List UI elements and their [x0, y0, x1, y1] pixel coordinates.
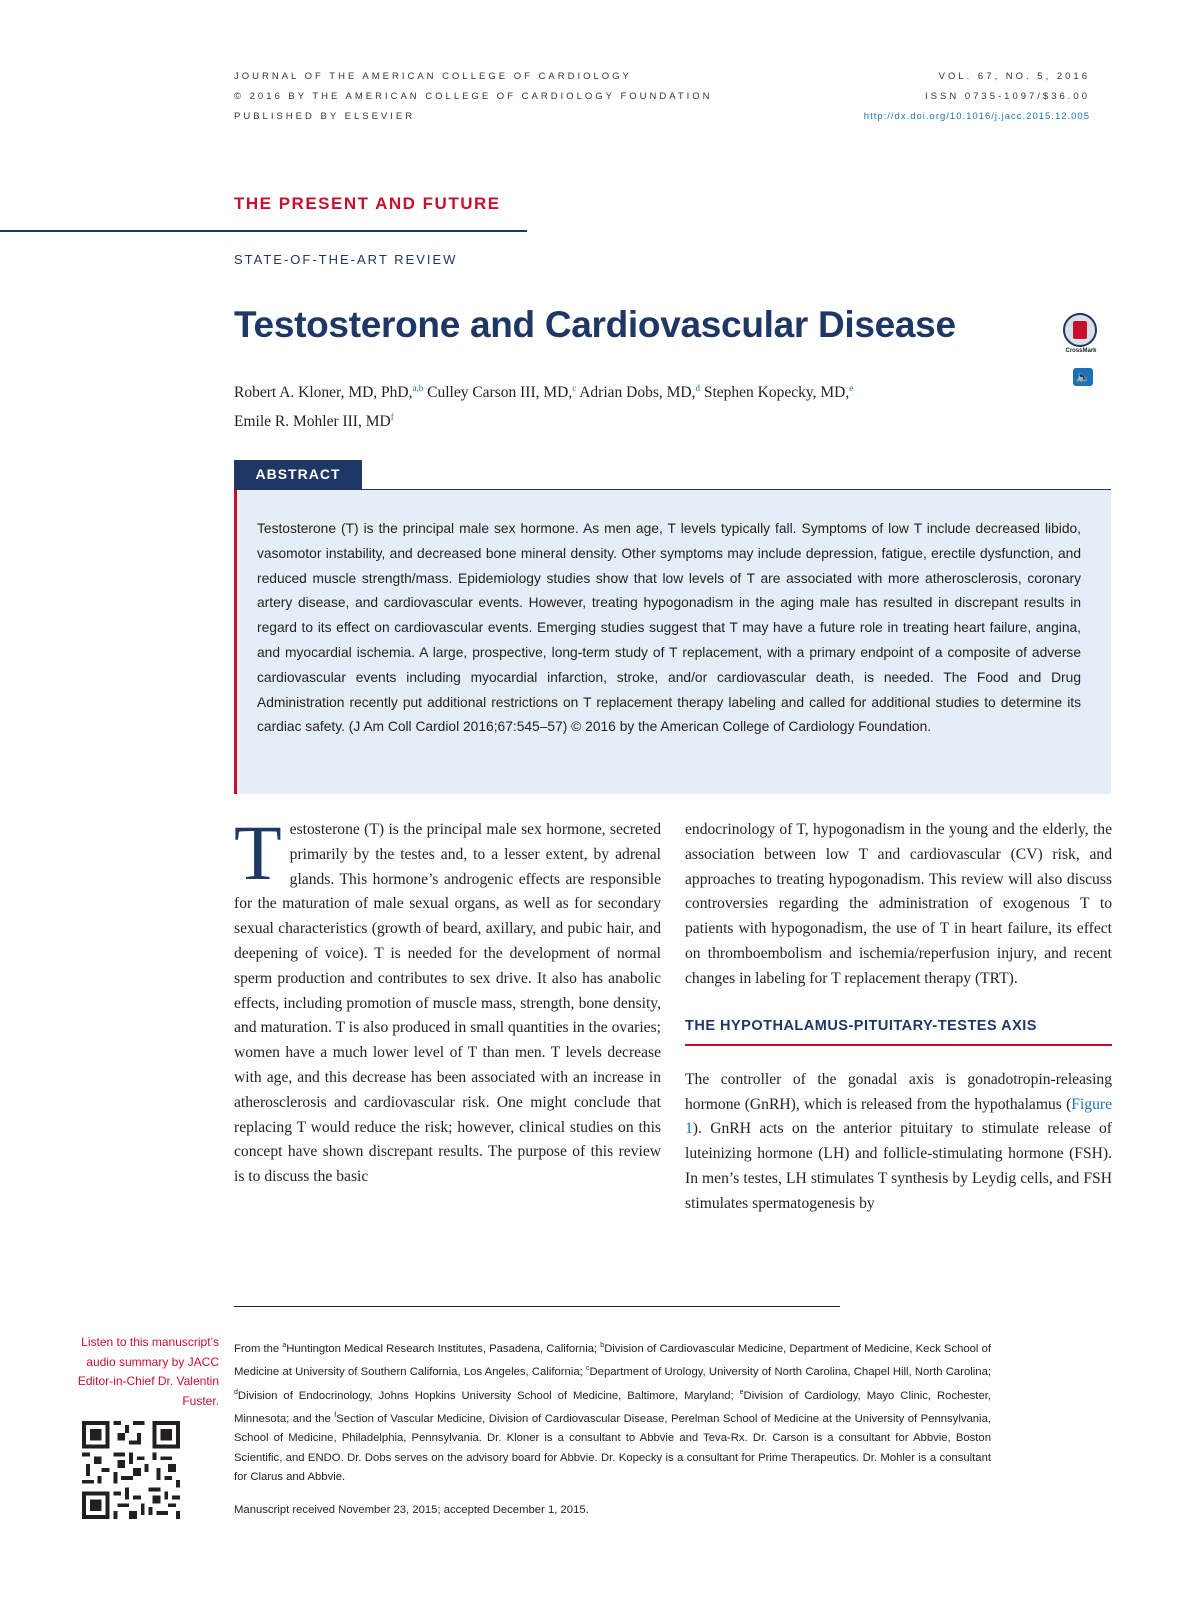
author-name: Culley Carson III, MD,: [423, 384, 573, 402]
author-name: Robert A. Kloner, MD, PhD,: [234, 384, 413, 402]
body-paragraph: endocrinology of T, hypogonadism in the young and the elderly, the association between low T and cardiovascular (CV) risk, and approaches to treating hypogonadism. This review will also discuss controversies regarding the administration of exogenous T to patients with hypogonadism, the use of T in heart failure, its effect on thromboembolism and ischemia/reperfusion injury, and recent changes in labeling for T replacement therapy (TRT).: [685, 821, 1112, 987]
author-name: Adrian Dobs, MD,: [576, 384, 696, 402]
affiliation-mark: a: [282, 1342, 287, 1349]
journal-copyright: © 2016 BY THE AMERICAN COLLEGE OF CARDIOLOGY FOUNDATION: [234, 91, 713, 102]
author-affiliation-mark[interactable]: e: [849, 383, 854, 393]
footnote-text: Department of Urology, University of North Carolina, Chapel Hill, North Carolina;: [589, 1366, 991, 1379]
body-column-left: [234, 809, 661, 1190]
audio-speaker-icon[interactable]: 🔈: [1073, 368, 1093, 386]
manuscript-received-date: Manuscript received November 23, 2015; accepted December 1, 2015.: [234, 1504, 589, 1516]
affiliation-mark: f: [334, 1411, 337, 1419]
affiliations-text: [234, 1336, 991, 1488]
body-text: The controller of the gonadal axis is gonadotropin-releasing hormone (GnRH), which is released from the hypothalamus (: [685, 1070, 1112, 1113]
affiliation-mark: c: [586, 1365, 590, 1373]
footnote-divider: [234, 1306, 840, 1307]
article-title: Testosterone and Cardiovascular Disease: [234, 304, 956, 345]
author-name: Stephen Kopecky, MD,: [699, 384, 850, 402]
journal-name: JOURNAL OF THE AMERICAN COLLEGE OF CARDIOLOGY: [234, 71, 632, 82]
journal-header: [234, 67, 713, 127]
doi-link[interactable]: http://dx.doi.org/10.1016/j.jacc.2015.12.005: [863, 111, 1090, 122]
journal-issue-info: [864, 67, 1090, 127]
body-paragraph: [685, 1068, 1112, 1217]
affiliation-mark: e: [739, 1388, 744, 1396]
body-column-right: [685, 818, 1112, 1217]
body-text: ). GnRH acts on the anterior pituitary to stimulate release of luteinizing hormone (LH) and follicle-stimulating hormone (FSH). In men’s testes, LH stimulates T synthesis by Leydig cells, and FSH stimulates spermatogenesis by: [685, 1120, 1112, 1212]
abstract-box: [234, 490, 1111, 794]
author-name: Emile R. Mohler III, MD: [234, 413, 391, 431]
affiliation-mark: b: [600, 1342, 605, 1349]
body-text: estosterone (T) is the principal male sex hormone, secreted primarily by the testes and, to a lesser extent, by adrenal glands. This hormone’s androgenic effects are responsible for the maturation of male sexual organs, as well as for secondary sexual characteristics (growth of beard, axillary, and pubic hair, and deepening of voice). T is needed for the development of normal sperm production and contributes to sex drive. It also has anabolic effects, including promotion of muscle mass, strength, bone density, and maturation. T is also produced in small quantities in the ovaries; women have a much lower level of T than men. T levels decrease with age, and this decrease has been associated with an increase in atherosclerosis and cardiovascular risk. One might conclude that replacing T would reduce the risk; however, clinical studies on this concept have shown discrepant results. The purpose of this review is to discuss the basic: [234, 821, 661, 1186]
section-heading-rule: [685, 1044, 1112, 1046]
footnote-text: Section of Vascular Medicine, Division of Cardiovascular Disease, Perelman School of Medicine at the University of Pennsylvania, School of Medicine, Philadelphia, Pennsylvania. Dr. Kloner is a consultant to Abbvie and Teva-Rx. Dr. Carson is a consultant for Abbvie, Boston Scientific, and ENDO. Dr. Dobs serves on the advisory board for Abbvie. Dr. Kopecky is a consultant for Prime Therapeutics. Dr. Mohler is a consultant for Clarus and Abbvie.: [234, 1412, 991, 1484]
crossmark-caption: CrossMark: [1065, 348, 1097, 354]
abstract-label: ABSTRACT: [234, 460, 362, 489]
volume-info: VOL. 67, NO. 5, 2016: [938, 71, 1090, 82]
affiliations-footnote: [234, 1336, 991, 1488]
audio-summary-note[interactable]: Listen to this manuscript’s audio summary by JACC Editor-in-Chief Dr. Valentin Fuster.: [77, 1335, 219, 1408]
section-divider: [0, 230, 527, 232]
subsection-label: STATE-OF-THE-ART REVIEW: [234, 252, 458, 267]
author-affiliation-mark[interactable]: d: [695, 383, 700, 393]
abstract-text: Testosterone (T) is the principal male sex hormone. As men age, T levels typically fall. Symptoms of low T include decreased libido, vasomotor instability, and decreased bone mineral density. Other symptoms may include depression, fatigue, erectile dysfunction, and reduced muscle strength/mass. Epidemiology studies show that low levels of T are associated with more atherosclerosis, coronary artery disease, and cardiovascular events. However, treating hypogonadism in the aging male has resulted in discrepant results in regard to its effect on cardiovascular events. Emerging studies suggest that T may have a future role in treating heart failure, angina, and myocardial ischemia. A large, prospective, long-term study of T replacement, with a primary endpoint of a composite of adverse cardiovascular events including myocardial infarction, stroke, and/or cardiovascular death, is needed. The Food and Drug Administration recently put additional restrictions on T replacement therapy labeling and called for additional studies to determine its cardiac safety. (J Am Coll Cardiol 2016;67:545–57) © 2016 by the American College of Cardiology Foundation.: [257, 521, 1081, 735]
crossmark-button[interactable]: [1063, 313, 1099, 357]
drop-cap: T: [234, 809, 282, 896]
author-list: [234, 376, 1034, 434]
body-paragraph: [234, 809, 661, 1190]
footnote-text: Division of Cardiovascular Medicine, Department of Medicine, Keck School of Medicine at University of Southern California, Los Angeles, California;: [234, 1342, 992, 1379]
author-affiliation-mark[interactable]: c: [572, 383, 577, 393]
author-affiliation-mark[interactable]: f: [390, 412, 394, 423]
journal-publisher: PUBLISHED BY ELSEVIER: [234, 111, 416, 122]
issn-info: ISSN 0735-1097/$36.00: [925, 91, 1090, 102]
qr-code-icon[interactable]: [82, 1421, 180, 1519]
footnote-text: From the: [234, 1342, 283, 1355]
section-label: THE PRESENT AND FUTURE: [234, 194, 501, 213]
footnote-text: Division of Cardiology, Mayo Clinic, Rochester, Minnesota; and the: [234, 1389, 991, 1425]
affiliation-mark: d: [234, 1388, 238, 1396]
author-affiliation-mark[interactable]: a,b: [412, 383, 424, 393]
section-heading: THE HYPOTHALAMUS-PITUITARY-TESTES AXIS: [685, 1017, 1037, 1034]
footnote-text: Huntington Medical Research Institutes, Pasadena, California;: [286, 1342, 601, 1355]
figure-link[interactable]: Figure 1: [685, 1095, 1112, 1138]
crossmark-icon: [1063, 313, 1097, 347]
footnote-text: Division of Endocrinology, Johns Hopkins University School of Medicine, Baltimore, Maryland;: [237, 1389, 740, 1402]
